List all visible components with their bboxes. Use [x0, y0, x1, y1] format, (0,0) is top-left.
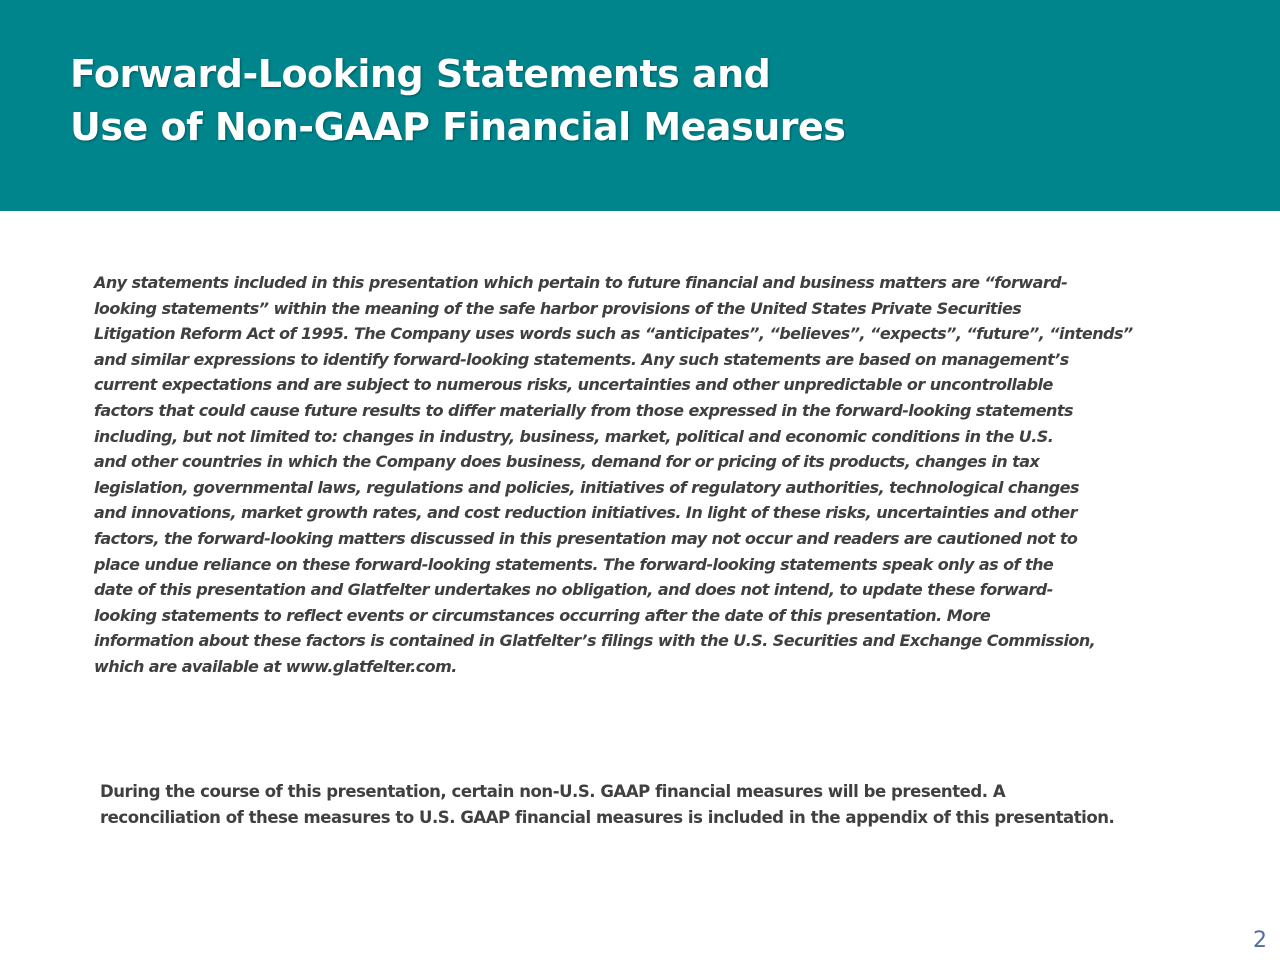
disclaimer-line: Any statements included in this presentation which pertain to future financial and business matters are “forward- [94, 273, 1068, 292]
forward-looking-disclaimer [94, 270, 1194, 680]
disclaimer-line: place undue reliance on these forward-looking statements. The forward-looking statements speak only as of the [94, 554, 1054, 574]
disclaimer-line: information about these factors is contained in Glatfelter’s filings with the U.S. Securities and Exchange Commission, [94, 631, 1096, 651]
disclaimer-line: current expectations and are subject to numerous risks, uncertainties and other unpredictable or uncontrollable [94, 375, 1053, 395]
title-banner [0, 0, 1280, 211]
disclaimer-line: Litigation Reform Act of 1995. The Company uses words such as “anticipates”, “believes”, “expects”, “future”, “intends” [94, 324, 1133, 344]
non-gaap-note [100, 779, 1200, 830]
slide-title [70, 48, 845, 154]
slide-title-line: Use of Non-GAAP Financial Measures [70, 105, 846, 149]
non-gaap-line: reconciliation of these measures to U.S. GAAP financial measures is included in the appendix of this presentation. [100, 807, 1115, 827]
disclaimer-line: and other countries in which the Company does business, demand for or pricing of its products, changes in tax [94, 452, 1040, 472]
slide-title-line: Forward-Looking Statements and [70, 52, 771, 96]
disclaimer-line: factors that could cause future results to differ materially from those expressed in the forward-looking statements [94, 400, 1073, 420]
disclaimer-line: and innovations, market growth rates, and cost reduction initiatives. In light of these risks, uncertainties and other [94, 503, 1077, 523]
disclaimer-line: including, but not limited to: changes in industry, business, market, political and economic conditions in the U.S. [94, 426, 1054, 446]
disclaimer-line: factors, the forward-looking matters discussed in this presentation may not occur and readers are cautioned not to [94, 528, 1078, 548]
non-gaap-line: During the course of this presentation, certain non-U.S. GAAP financial measures will be presented. A [100, 782, 1006, 801]
disclaimer-line: and similar expressions to identify forward-looking statements. Any such statements are based on management’s [94, 349, 1069, 369]
disclaimer-line: date of this presentation and Glatfelter undertakes no obligation, and does not intend, to update these forward- [94, 580, 1053, 600]
disclaimer-line: looking statements to reflect events or circumstances occurring after the date of this presentation. More [94, 605, 991, 625]
disclaimer-line: which are available at www.glatfelter.com. [94, 656, 457, 676]
disclaimer-line: legislation, governmental laws, regulations and policies, initiatives of regulatory authorities, technological changes [94, 477, 1079, 497]
disclaimer-line: looking statements” within the meaning of the safe harbor provisions of the United States Private Securities [94, 298, 1022, 318]
page-number: 2 [1253, 928, 1267, 953]
